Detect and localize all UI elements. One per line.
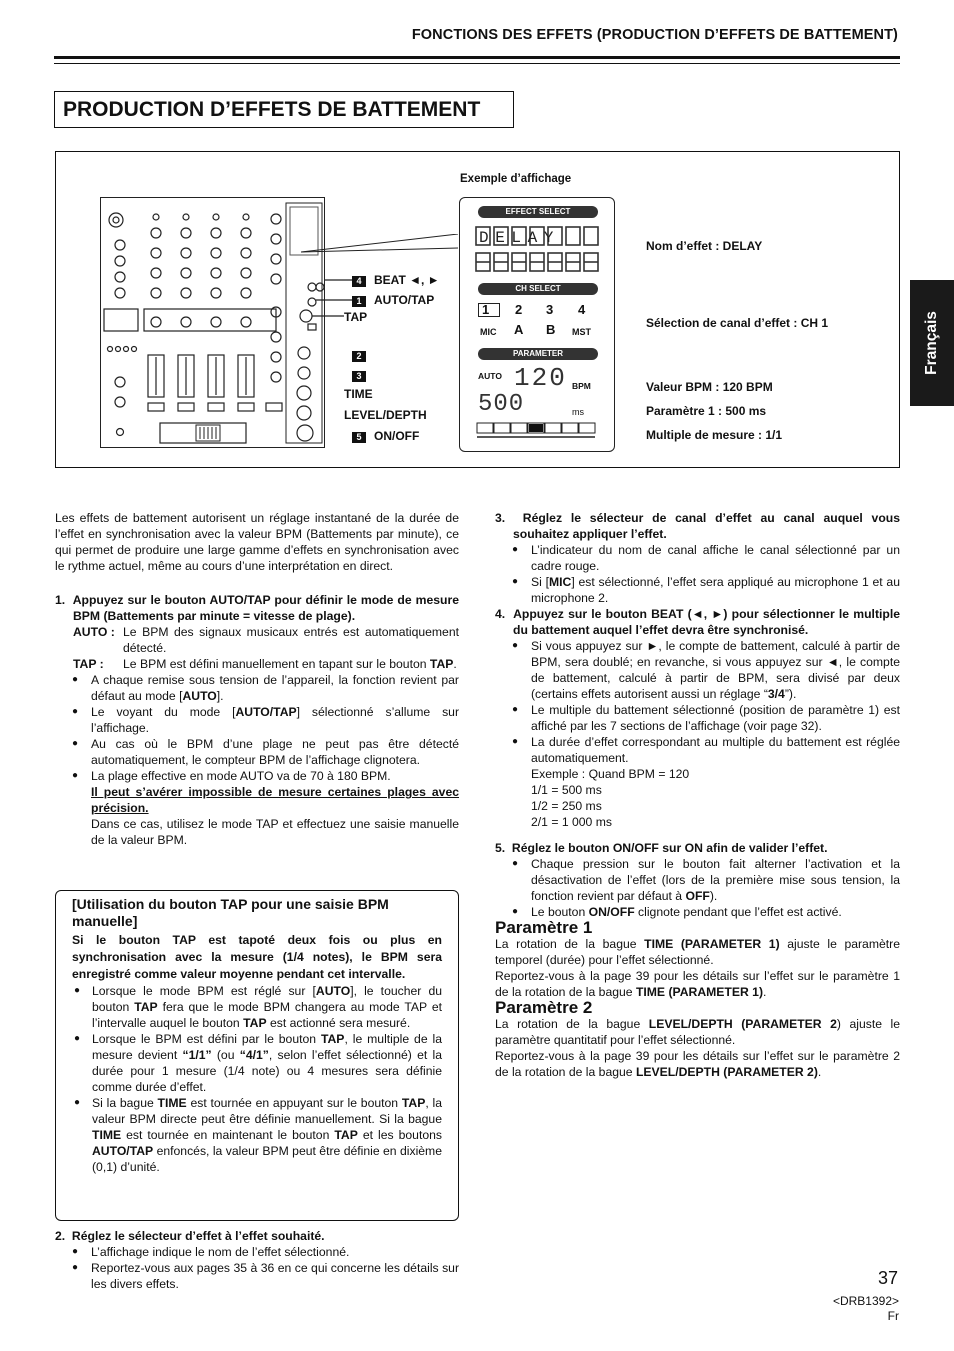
- callout-number-4: 4: [352, 276, 366, 287]
- step-5-bullet-2: ● Le bouton ON/OFF clignote pendant que l’effet est activé.: [495, 904, 900, 920]
- callout-auto-tap: AUTO/TAP: [374, 293, 435, 307]
- beat-multiple-bar: [476, 422, 600, 440]
- left-column-bottom: [55, 1228, 459, 1292]
- label-multiple: Multiple de mesure : 1/1: [646, 428, 783, 442]
- tap-box-bullet-2: ● Lorsque le BPM est défini par le bouton TAP, le multiple de la mesure devient “1/1” (ou “4/1”, selon l’effet sélectionné) et la durée pour 1 mesure (1/4 note) ou 4 mesures sera définie comme durée d’effet.: [72, 1031, 442, 1095]
- label-channel: Sélection de canal d’effet : CH 1: [646, 316, 829, 330]
- parameter-banner: PARAMETER: [478, 348, 598, 360]
- param-1-heading: Paramètre 1: [495, 918, 593, 937]
- ch-sub-mst: MST: [572, 327, 591, 337]
- ch-select-banner: CH SELECT: [478, 283, 598, 295]
- bullet-default-auto: ● A chaque remise sous tension de l’appareil, la fonction revient par défaut au mode [AUTO].: [55, 672, 459, 704]
- ch-sub-mic: MIC: [480, 327, 497, 337]
- example-1-1: 1/1 = 500 ms: [531, 783, 602, 797]
- step-5: 5. Réglez le bouton ON/OFF sur ON afin de valider l’effet.: [495, 841, 828, 855]
- right-column: [495, 510, 900, 1080]
- bullet-indicator: ● Le voyant du mode [AUTO/TAP] sélectionné s’allume sur l’affichage.: [55, 704, 459, 736]
- step-4-bullet-1: ● Si vous appuyez sur ►, le compte de battement, calculé à partir de BPM, sera doublé; en revanche, si vous appuyez sur ◄, le compte de battement, calculé à partir de BPM, sera divisé par deux (certains effets autorisent aussi un réglage “3/4”).: [495, 638, 900, 702]
- label-param1: Paramètre 1 : 500 ms: [646, 404, 767, 418]
- step-1: 1. Appuyez sur le bouton AUTO/TAP pour définir le mode de mesure BPM (Battements par minute = vitesse de plage).: [55, 593, 459, 623]
- bpm-readout: 120: [514, 363, 567, 393]
- label-bpm: Valeur BPM : 120 BPM: [646, 380, 773, 394]
- callout-level-depth: LEVEL/DEPTH: [344, 408, 427, 422]
- callout-on-off: ON/OFF: [374, 429, 420, 443]
- callout-time: TIME: [344, 387, 373, 401]
- bullet-blink: ● Au cas où le BPM d’une plage ne peut pas être détecté automatiquement, le compteur BPM de l’affichage clignotera.: [55, 736, 459, 768]
- effect-name-segments: [474, 224, 602, 276]
- step-2: 2. Réglez le sélecteur d’effet à l’effet souhaité.: [55, 1229, 325, 1243]
- ch-number-1: 1: [482, 302, 490, 317]
- example-1-2: 1/2 = 250 ms: [531, 799, 602, 813]
- callout-number-5: 5: [352, 432, 366, 443]
- callout-number-2: 2: [352, 351, 366, 362]
- step-3: 3. Réglez le sélecteur de canal d’effet au canal auquel vous souhaitez appliquer l’effet.: [495, 511, 900, 541]
- tap-advice: Dans ce cas, utilisez le mode TAP et effectuez une saisie manuelle de la valeur BPM.: [91, 817, 459, 847]
- header-rule-thick: [54, 56, 900, 59]
- step-2-bullet-2: ● Reportez-vous aux pages 35 à 36 en ce qui concerne les détails sur les divers effets.: [55, 1260, 459, 1292]
- tap-definition: TAP : Le BPM est défini manuellement en tapant sur le bouton TAP.: [73, 657, 457, 671]
- param-2-heading: Paramètre 2: [495, 998, 593, 1017]
- effect-name-text: DELAY: [479, 229, 561, 247]
- ch-sub-a: A: [514, 322, 524, 337]
- auto-indicator: AUTO: [478, 371, 502, 381]
- label-effect-name: Nom d’effet : DELAY: [646, 239, 763, 253]
- header-rule-thin: [54, 63, 900, 64]
- bpm-unit: BPM: [572, 381, 591, 391]
- ms-readout: 500: [478, 391, 525, 418]
- running-header: FONCTIONS DES EFFETS (PRODUCTION D’EFFETS DE BATTEMENT): [411, 27, 898, 43]
- callout-beat: BEAT ◄, ►: [374, 273, 440, 287]
- document-code: <DRB1392> Fr: [832, 1294, 899, 1323]
- figure-panel: [55, 151, 900, 468]
- step-4-bullet-2: ● Le multiple du battement sélectionné (position de paramètre 1) est affiché par les 7 sections de l’affichage (voir page 32).: [495, 702, 900, 734]
- section-title: PRODUCTION D’EFFETS DE BATTEMENT: [54, 91, 514, 128]
- step-3-bullet-2: ● Si [MIC] est sélectionné, l’effet sera appliqué au microphone 1 et au microphone 2.: [495, 574, 900, 606]
- step-4-bullet-3: ● La durée d’effet correspondant au multiple du battement est réglée automatiquement.: [495, 734, 900, 766]
- tap-box-lead: Si le bouton TAP est tapoté deux fois ou plus en synchronisation avec la mesure (1/4 notes), le BPM sera enregistré comme valeur moyenne pendant cet intervalle.: [72, 933, 442, 981]
- warning-text: Il peut s’avérer impossible de mesure certaines plages avec précision.: [91, 785, 459, 815]
- ch-sub-b: B: [546, 322, 556, 337]
- auto-definition: AUTO : Le BPM des signaux musicaux entrés est automatiquement détecté.: [73, 625, 459, 655]
- page-number: 37: [877, 1268, 898, 1288]
- lcd-display: [459, 197, 615, 452]
- callout-number-3: 3: [352, 371, 366, 382]
- tap-box-bullet-1: ● Lorsque le mode BPM est réglé sur [AUTO], le toucher du bouton TAP fera que le mode BPM changera au mode TAP et l’intervalle auquel le bouton TAP est actionné sera mesuré.: [72, 983, 442, 1031]
- tap-box-bullet-3: ● Si la bague TIME est tournée en appuyant sur le bouton TAP, la valeur BPM directe peut être définie manuellement. Si la bague TIME est tournée en maintenant le bouton TAP et les boutons AUTO/TAP enfoncés, la valeur BPM peut être définie en dixième (0,1) d’unité.: [72, 1095, 442, 1175]
- step-4: 4. Appuyez sur le bouton BEAT (◄, ►) pour sélectionner le multiple du battement auquel l’effet devra être synchronisé.: [495, 607, 900, 637]
- bullet-range: ● La plage effective en mode AUTO va de 70 à 180 BPM.: [55, 768, 459, 784]
- display-example-label: Exemple d’affichage: [460, 173, 572, 185]
- ch-number-2: 2: [515, 302, 523, 317]
- intro-paragraph: Les effets de battement autorisent un réglage instantané de la durée de l’effet en synchronisation avec la valeur BPM (Battements par minute), ce qui permet de produire une large gamme d’effets en synchronisation avec le rythme actuel, même au cours d’une interprétation en direct.: [55, 511, 459, 573]
- step-2-bullet-1: ● L’affichage indique le nom de l’effet sélectionné.: [55, 1244, 459, 1260]
- param-2-text: La rotation de la bague LEVEL/DEPTH (PARAMETER 2) ajuste le paramètre quantitatif pour l’effet sélectionné.: [495, 1017, 900, 1047]
- left-column: [55, 510, 459, 848]
- param-1-text: La rotation de la bague TIME (PARAMETER 1) ajuste le paramètre temporel (durée) pour l’effet sélectionné.: [495, 937, 900, 967]
- effect-select-banner: EFFECT SELECT: [478, 206, 598, 218]
- example-2-1: 2/1 = 1 000 ms: [531, 815, 612, 829]
- example-line: Exemple : Quand BPM = 120: [531, 767, 690, 781]
- callout-tap: TAP: [344, 310, 368, 324]
- language-tab: Français: [910, 280, 954, 406]
- ms-unit: ms: [572, 407, 584, 417]
- callout-number-1: 1: [352, 296, 366, 307]
- ch-number-4: 4: [578, 302, 586, 317]
- ch-number-3: 3: [546, 302, 554, 317]
- tap-info-box: [55, 890, 459, 1221]
- param-2-ref: Reportez-vous à la page 39 pour les détails sur l’effet sur le paramètre 2 de la rotation de la bague LEVEL/DEPTH (PARAMETER 2).: [495, 1049, 900, 1079]
- tap-box-title: [Utilisation du bouton TAP pour une saisie BPM manuelle]: [72, 896, 389, 929]
- param-1-ref: Reportez-vous à la page 39 pour les détails sur l’effet sur le paramètre 1 de la rotation de la bague TIME (PARAMETER 1).: [495, 969, 900, 999]
- step-5-bullet-1: ● Chaque pression sur le bouton fait alterner l’activation et la désactivation de l’effet (lors de la première mise sous tension, la fonction revient par défaut à OFF).: [495, 856, 900, 904]
- step-3-bullet-1: ● L’indicateur du nom de canal affiche le canal sélectionné par un cadre rouge.: [495, 542, 900, 574]
- display-pointer: [301, 234, 461, 264]
